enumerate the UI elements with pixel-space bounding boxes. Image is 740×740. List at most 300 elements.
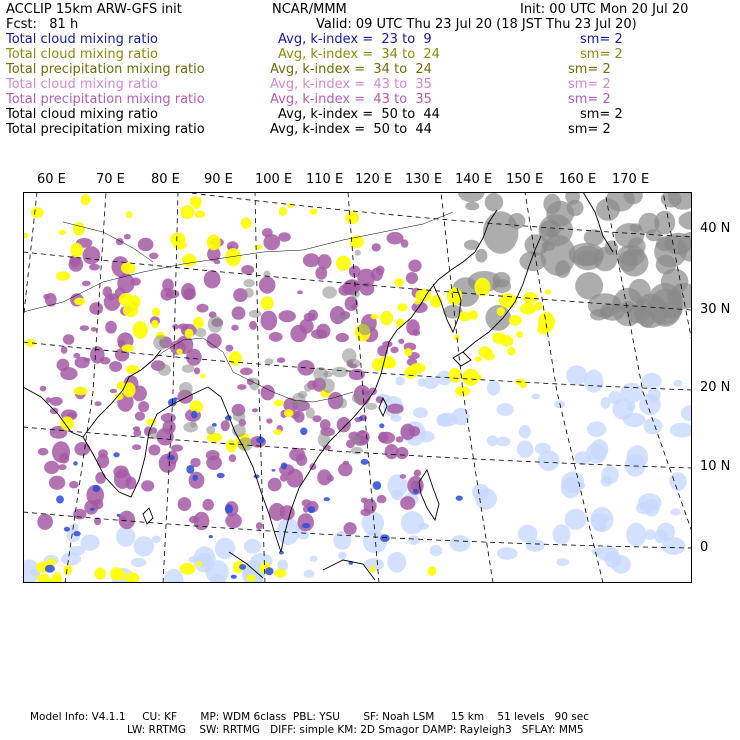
cloud-blob	[339, 315, 347, 322]
cloud-blob	[200, 374, 206, 378]
cloud-blob	[469, 310, 478, 319]
cloud-blob	[49, 476, 65, 490]
model-info-line2: LW: RRTMG SW: RRTMG DIFF: simple KM: 2D Smagor DAMP: Rayleigh3 SFLAY: MM5	[127, 724, 584, 736]
cloud-blob	[244, 279, 255, 287]
field-stat: Avg, k-index = 43 to 35	[270, 77, 432, 92]
cloud-blob	[91, 327, 97, 332]
cloud-blob	[462, 369, 479, 386]
cloud-blob	[601, 466, 619, 484]
cloud-blob	[274, 569, 287, 578]
cloud-blob	[133, 429, 141, 437]
cloud-blob	[172, 324, 178, 330]
field-smoothing: sm= 2	[568, 62, 611, 77]
longitude-label: 140 E	[455, 172, 493, 187]
cloud-blob	[105, 321, 117, 334]
cloud-blob	[161, 413, 176, 423]
cloud-blob	[344, 522, 357, 535]
cloud-blob	[262, 228, 273, 237]
cloud-blob	[656, 255, 676, 275]
cloud-blob	[190, 421, 196, 428]
cloud-blob	[520, 303, 536, 315]
cloud-blob	[231, 325, 238, 331]
cloud-blob	[180, 205, 194, 219]
cloud-blob	[249, 310, 261, 318]
cloud-blob	[332, 367, 348, 378]
cloud-blob	[590, 309, 607, 320]
cloud-blob	[391, 415, 402, 422]
cloud-blob	[278, 232, 291, 242]
weather-map	[23, 192, 692, 583]
cloud-blob	[195, 211, 206, 218]
cloud-blob	[59, 230, 67, 235]
cloud-blob	[61, 346, 68, 354]
cloud-blob	[406, 272, 418, 284]
field-name: Total precipitation mixing ratio	[6, 122, 205, 137]
cloud-blob	[268, 478, 282, 492]
field-smoothing: sm= 2	[580, 107, 623, 122]
cloud-blob	[186, 465, 194, 474]
cloud-blob	[499, 293, 517, 308]
cloud-blob	[408, 260, 421, 273]
cloud-blob	[413, 407, 428, 418]
cloud-blob	[324, 497, 330, 501]
cloud-blob	[132, 444, 141, 450]
cloud-blob	[361, 498, 368, 504]
cloud-blob	[69, 546, 85, 556]
cloud-blob	[196, 561, 202, 566]
cloud-blob	[587, 421, 606, 436]
cloud-blob	[217, 473, 225, 479]
cloud-blob	[113, 452, 119, 457]
cloud-blob	[485, 193, 504, 211]
cloud-blob	[543, 194, 561, 214]
cloud-blob	[297, 513, 314, 531]
cloud-blob	[575, 272, 603, 299]
cloud-blob	[379, 423, 384, 428]
field-stat: Avg, k-index = 34 to 24	[270, 62, 432, 77]
cloud-blob	[94, 568, 106, 580]
cloud-blob	[297, 360, 314, 376]
cloud-blob	[225, 513, 242, 528]
cloud-blob	[110, 389, 117, 393]
cloud-blob	[265, 358, 274, 365]
cloud-blob	[265, 567, 274, 575]
cloud-blob	[357, 269, 375, 287]
cloud-blob	[138, 401, 149, 412]
cloud-blob	[74, 298, 85, 306]
cloud-blob	[119, 511, 136, 530]
field-stat: Avg, k-index = 50 to 44	[270, 122, 432, 137]
title-left: ACCLIP 15km ARW-GFS init	[6, 2, 182, 17]
cloud-blob	[591, 439, 609, 460]
cloud-blob	[452, 408, 470, 426]
cloud-blob	[343, 461, 349, 465]
cloud-blob	[600, 397, 610, 409]
cloud-blob	[95, 472, 106, 484]
cloud-blob	[509, 315, 522, 326]
cloud-blob	[535, 443, 551, 455]
cloud-blob	[233, 411, 246, 421]
cloud-blob	[81, 194, 91, 205]
cloud-blob	[349, 369, 365, 380]
cloud-blob	[642, 373, 662, 389]
cloud-blob	[117, 381, 126, 390]
cloud-blob	[241, 218, 252, 229]
field-smoothing: sm= 2	[580, 32, 623, 47]
cloud-blob	[336, 333, 349, 342]
cloud-blob	[359, 416, 363, 421]
cloud-blob	[225, 504, 233, 513]
cloud-blob	[596, 198, 620, 220]
cloud-blob	[256, 522, 263, 530]
cloud-blob	[337, 417, 351, 432]
cloud-blob	[352, 393, 363, 403]
cloud-blob	[456, 496, 463, 501]
field-name: Total cloud mixing ratio	[6, 77, 159, 92]
cloud-blob	[380, 311, 393, 325]
cloud-blob	[531, 394, 540, 400]
cloud-blob	[351, 447, 363, 455]
cloud-blob	[450, 535, 471, 552]
cloud-blob	[556, 558, 569, 566]
cloud-blob	[89, 264, 100, 271]
cloud-blob	[322, 286, 337, 298]
cloud-blob	[378, 432, 388, 443]
cloud-blob	[594, 522, 607, 532]
cloud-blob	[401, 239, 409, 247]
cloud-blob	[231, 575, 237, 579]
cloud-blob	[475, 249, 487, 263]
cloud-blob	[119, 293, 134, 306]
cloud-blob	[346, 359, 360, 368]
cloud-blob	[135, 412, 145, 421]
cloud-blob	[64, 565, 73, 574]
cloud-blob	[113, 466, 128, 479]
cloud-blob	[89, 302, 103, 314]
cloud-blob	[97, 454, 109, 468]
cloud-blob	[73, 461, 78, 465]
cloud-blob	[167, 455, 175, 460]
cloud-blob	[141, 480, 154, 491]
cloud-blob	[612, 288, 644, 327]
cloud-blob	[400, 496, 415, 510]
cloud-blob	[153, 335, 168, 350]
cloud-blob	[284, 409, 294, 417]
cloud-blob	[240, 368, 253, 376]
cloud-blob	[44, 461, 59, 474]
cloud-blob	[395, 278, 404, 286]
longitude-label: 120 E	[355, 172, 393, 187]
latitude-label: 40 N	[700, 221, 731, 236]
cloud-blob	[206, 456, 222, 470]
cloud-blob	[179, 382, 193, 395]
cloud-blob	[158, 364, 171, 376]
cloud-blob	[151, 320, 158, 328]
cloud-blob	[212, 423, 217, 427]
cloud-blob	[315, 267, 327, 280]
cloud-blob	[496, 403, 513, 416]
cloud-blob	[400, 474, 407, 479]
cloud-blob	[229, 454, 236, 462]
cloud-blob	[116, 527, 135, 547]
cloud-blob	[410, 363, 426, 374]
cloud-blob	[310, 209, 318, 215]
cloud-blob	[449, 368, 462, 383]
cloud-blob	[308, 310, 318, 321]
cloud-blob	[232, 306, 246, 319]
cloud-blob	[148, 445, 160, 456]
cloud-blob	[380, 534, 390, 542]
cloud-blob	[465, 202, 479, 211]
cloud-blob	[373, 481, 382, 490]
latitude-label: 20 N	[700, 380, 731, 395]
cloud-blob	[304, 383, 312, 392]
title-center: NCAR/MMM	[272, 2, 347, 17]
cloud-blob	[126, 211, 133, 218]
cloud-blob	[121, 262, 136, 274]
cloud-blob	[474, 278, 490, 297]
cloud-blob	[56, 495, 64, 503]
cloud-blob	[193, 201, 201, 209]
cloud-blob	[612, 399, 633, 420]
cloud-blob	[192, 475, 198, 481]
cloud-blob	[567, 200, 584, 216]
cloud-blob	[669, 472, 686, 491]
cloud-blob	[517, 441, 534, 458]
field-name: Total cloud mixing ratio	[6, 47, 159, 62]
cloud-blob	[526, 539, 545, 552]
cloud-blob	[215, 538, 235, 559]
cloud-blob	[553, 524, 571, 544]
cloud-blob	[263, 270, 270, 279]
cloud-blob	[437, 414, 452, 427]
init-time: Init: 00 UTC Mon 20 Jul 20	[520, 2, 689, 17]
cloud-blob	[493, 272, 511, 288]
cloud-blob	[266, 418, 272, 423]
field-smoothing: sm= 2	[568, 122, 611, 137]
cloud-blob	[123, 304, 138, 317]
cloud-blob	[308, 506, 315, 513]
longitude-label: 90 E	[204, 172, 233, 187]
cloud-blob	[209, 535, 213, 538]
cloud-blob	[131, 558, 146, 567]
cloud-blob	[336, 256, 351, 271]
longitude-label: 130 E	[405, 172, 443, 187]
cloud-blob	[359, 322, 372, 335]
cloud-blob	[238, 437, 253, 451]
cloud-blob	[453, 335, 459, 341]
cloud-blob	[134, 536, 154, 556]
cloud-blob	[369, 566, 375, 572]
cloud-blob	[191, 411, 197, 419]
cloud-blob	[117, 514, 121, 517]
cloud-blob	[361, 459, 369, 465]
cloud-blob	[272, 469, 276, 472]
cloud-blob	[302, 523, 310, 528]
cloud-blob	[645, 529, 656, 540]
latitude-label: 30 N	[700, 302, 731, 317]
cloud-blob	[310, 556, 318, 562]
cloud-blob	[626, 523, 646, 547]
model-info-line1: Model Info: V4.1.1 CU: KF MP: WDM 6class PBL: YSU SF: Noah LSM 15 km 51 levels 90 sec	[30, 711, 589, 723]
cloud-blob	[208, 316, 223, 333]
cloud-blob	[182, 364, 195, 373]
cloud-blob	[180, 563, 196, 575]
cloud-blob	[279, 207, 287, 216]
cloud-blob	[534, 302, 542, 311]
cloud-blob	[255, 245, 263, 250]
cloud-blob	[52, 441, 70, 463]
cloud-blob	[189, 556, 198, 563]
field-name: Total precipitation mixing ratio	[6, 92, 205, 107]
cloud-blob	[246, 575, 255, 582]
cloud-blob	[516, 331, 523, 338]
cloud-blob	[287, 203, 293, 208]
valid-time: Valid: 09 UTC Thu 23 Jul 20 (18 JST Thu 23 Jul 20)	[316, 17, 637, 32]
cloud-blob	[351, 436, 360, 444]
longitude-label: 80 E	[151, 172, 180, 187]
cloud-blob	[497, 547, 518, 560]
cloud-blob	[221, 420, 230, 431]
cloud-blob	[244, 288, 254, 298]
cloud-blob	[58, 464, 66, 470]
cloud-blob	[306, 408, 315, 419]
cloud-blob	[126, 365, 140, 374]
field-stat: Avg, k-index = 23 to 9	[278, 32, 432, 47]
cloud-blob	[237, 384, 246, 390]
cloud-blob	[673, 380, 682, 387]
cloud-blob	[496, 437, 510, 447]
cloud-blob	[395, 376, 404, 385]
cloud-blob	[385, 444, 399, 459]
cloud-blob	[396, 319, 405, 328]
cloud-blob	[229, 351, 242, 365]
cloud-blob	[281, 462, 287, 469]
cloud-blob	[390, 347, 398, 354]
cloud-blob	[95, 401, 102, 406]
cloud-blob	[377, 495, 387, 503]
cloud-blob	[100, 357, 111, 364]
cloud-blob	[162, 279, 174, 292]
field-name: Total cloud mixing ratio	[6, 107, 159, 122]
longitude-label: 100 E	[255, 172, 293, 187]
cloud-blob	[64, 527, 70, 532]
cloud-blob	[387, 404, 404, 414]
cloud-blob	[260, 311, 277, 331]
cloud-blob	[345, 211, 359, 224]
cloud-blob	[90, 508, 95, 511]
cloud-blob	[226, 345, 234, 352]
cloud-blob	[37, 514, 53, 530]
cloud-blob	[638, 493, 662, 512]
cloud-blob	[318, 433, 330, 447]
cloud-blob	[206, 426, 215, 435]
cloud-blob	[519, 425, 531, 439]
cloud-blob	[195, 328, 206, 337]
cloud-blob	[173, 241, 187, 250]
cloud-blob	[386, 362, 396, 368]
cloud-blob	[124, 234, 131, 240]
forecast-hour: Fcst: 81 h	[6, 17, 79, 32]
cloud-blob	[507, 347, 515, 356]
cloud-blob	[104, 293, 121, 311]
cloud-blob	[122, 344, 135, 352]
cloud-blob	[371, 314, 379, 319]
cloud-blob	[197, 304, 209, 313]
cloud-blob	[406, 319, 420, 335]
cloud-blob	[73, 509, 86, 520]
cloud-blob	[194, 367, 200, 374]
cloud-blob	[110, 567, 122, 580]
cloud-blob	[149, 253, 158, 260]
field-smoothing: sm= 2	[568, 92, 611, 107]
cloud-blob	[69, 481, 79, 488]
cloud-blob	[414, 470, 421, 477]
cloud-blob	[497, 307, 505, 316]
cloud-blob	[408, 535, 420, 545]
cloud-blob	[584, 370, 603, 393]
cloud-blob	[377, 345, 388, 356]
cloud-blob	[277, 357, 285, 363]
cloud-blob	[193, 317, 204, 328]
field-stat: Avg, k-index = 50 to 44	[278, 107, 440, 122]
cloud-blob	[615, 223, 644, 248]
cloud-blob	[38, 448, 49, 456]
cloud-blob	[397, 303, 407, 311]
cloud-blob	[414, 300, 420, 305]
cloud-blob	[176, 349, 182, 355]
cloud-blob	[299, 319, 313, 334]
cloud-blob	[252, 408, 258, 412]
cloud-blob	[249, 378, 260, 391]
cloud-blob	[656, 236, 674, 251]
cloud-blob	[74, 442, 90, 456]
cloud-blob	[500, 335, 513, 346]
cloud-blob	[182, 254, 196, 267]
cloud-blob	[413, 489, 419, 494]
longitude-label: 60 E	[37, 172, 66, 187]
cloud-blob	[475, 356, 483, 361]
cloud-blob	[303, 253, 320, 267]
cloud-blob	[138, 238, 154, 252]
cloud-blob	[269, 332, 283, 342]
cloud-blob	[203, 499, 214, 511]
cloud-blob	[56, 271, 70, 280]
longitude-label: 170 E	[612, 172, 650, 187]
cloud-blob	[53, 572, 62, 583]
cloud-blob	[74, 387, 88, 396]
latitude-label: 0	[700, 540, 709, 555]
cloud-blob	[83, 246, 101, 264]
cloud-blob	[280, 505, 295, 520]
cloud-blob	[204, 270, 221, 288]
cloud-blob	[92, 485, 100, 492]
cloud-blob	[152, 308, 160, 317]
cloud-blob	[387, 552, 406, 573]
cloud-blob	[296, 454, 307, 466]
cloud-blob	[604, 551, 621, 568]
cloud-blob	[50, 397, 63, 406]
cloud-blob	[398, 339, 404, 344]
cloud-blob	[541, 235, 576, 276]
cloud-blob	[226, 439, 237, 452]
cloud-blob	[545, 289, 551, 294]
cloud-blob	[239, 564, 246, 570]
cloud-blob	[483, 211, 519, 254]
longitude-label: 150 E	[506, 172, 544, 187]
cloud-blob	[45, 293, 57, 307]
cloud-blob	[82, 281, 91, 287]
